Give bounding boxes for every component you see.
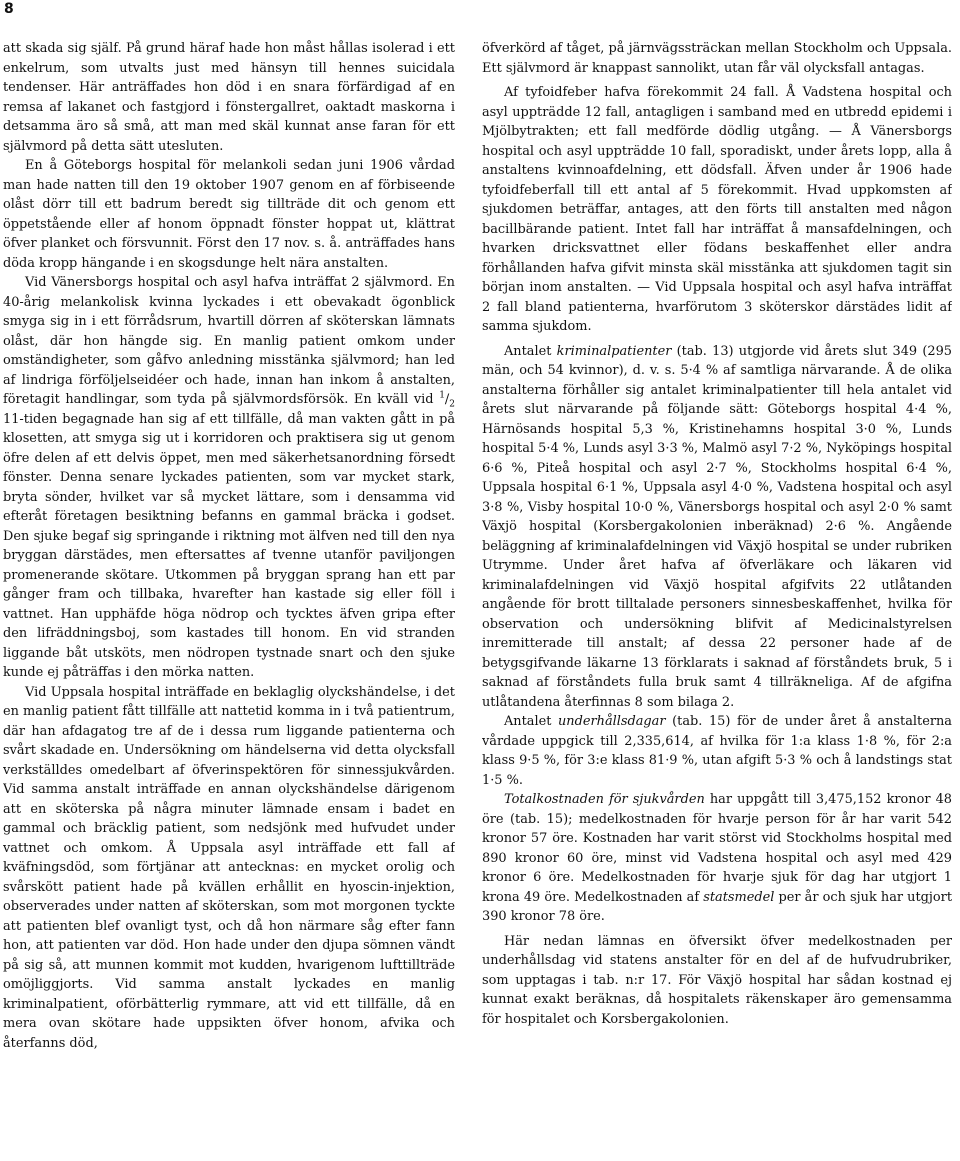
paragraph-right-5 — [482, 790, 952, 927]
term-statsmedel: statsmedel — [703, 889, 775, 905]
paragraph-right-3-body: (tab. 13) utgjorde vid årets slut 349 (295 män, och 54 kvinnor), d. v. s. 5·4 % af samtliga närvarande. Å de olika anstalterna förhåller sig antalet kriminalpatienter till hela antalet vid årets slut närvarande på följande sätt: Göteborgs hospital 4·4 %, Härnösands hospital 5,3 %, Kristinehamns hospital 3·0 %, Lunds hospital 5·4 %, Lunds asyl 3·3 %, Malmö asyl 7·2 %, Nyköpings hospital 6·6 %, Piteå hospital och asyl 2·7 %, Stockholms hospital 6·4 %, Uppsala hospital 6·1 %, Uppsala asyl 4·0 %, Vadstena hospital och asyl 3·8 %, Visby hospital 10·0 %, Vänersborgs hospital och asyl 2·0 % samt Växjö hospital (Korsbergakolonien inberäknad) 2·6 %. Angående beläggning af kriminalafdelningen vid Växjö hospital se under rubriken Utrymme. Under året hafva af öfverläkare och läkaren vid kriminalafdelningen vid Växjö hospital afgifvits 22 utlåtanden angående för brott tilltalade personers sinnesbeskaffenhet, hvilka för observation och undersökning blifvit af Medicinalstyrelsen inremitterade till anstalt; af dessa 22 personer hade af de betygsgifvande läkarne 13 förklarats i saknad af förståndets bruk, 5 i saknad af förståndets fulla bruk samt 4 tillräkneliga. Af de afgifna utlåtandena återfinnas 8 som bilaga 2. — [482, 343, 952, 710]
paragraph-right-3-intro: Antalet — [504, 343, 557, 359]
paragraph-right-3 — [482, 342, 952, 713]
paragraph-right-1: öfverkörd af tåget, på järnvägssträckan mellan Stockholm och Uppsala. Ett självmord är knappast sannolikt, utan får väl olycksfall antagas. — [482, 41, 952, 76]
fraction-numerator: 1 — [439, 390, 445, 401]
paragraph-left-3-part-a: Vid Vänersborgs hospital och asyl hafva inträffat 2 självmord. En 40-årig melankolisk kvinna lyckades i ett obevakadt ögonblick smyga sig in i ett förrådsrum, hvartill dörren af sköterskan lämnats olåst, där hon hängde sig. En manlig patient omkom under omständigheter, som gåfvo anledning misstänka självmord; han led af lindriga förföljelseidéer och hade, innan han inkom å anstalten, företagit handlingar, som tyda på självmordsförsök. En kväll vid — [3, 275, 455, 407]
paragraph-right-6: Här nedan lämnas en öfversikt öfver medelkostnaden per underhållsdag vid statens anstalter för en del af de hufvudrubriker, som upptagas i tab. n:r 17. För Växjö hospital har sådan kostnad ej kunnat exakt beräknas, då hospitalets räkenskaper äro gemensamma för hospitalet och Korsbergakolonien. — [482, 933, 952, 1027]
paragraph-right-4 — [482, 712, 952, 790]
term-kriminalpatienter: kriminalpatienter — [556, 343, 672, 359]
paragraph-left-3-part-b: 11-tiden begagnade han sig af ett tillfälle, då man vakten gått in på klosetten, att smyga sig ut i korridoren och praktisera sig ut genom öfre delen af ett delvis öppet, men med säkerhetsanordning försedt fönster. Denna senare lyckades patienten, som var mycket stark, bryta sönder, hvilket var så mycket lättare, som i densamma vid efteråt företagen besiktning befanns en gammal bräcka i godset. Den sjuke begaf sig springande i riktning mot älfven ned till den nya bryggan därstädes, men eftersattes af tvenne utanför paviljongen promenerande skötare. Utkommen på bryggan sprang han ett par gånger fram och tillbaka, hvarefter han kastade sig eller föll i vattnet. Han upphäfde höga nödrop och tycktes äfven gripa efter den lifräddningsboj, som kastades till honom. En vid stranden liggande båt utsköts, men nödropen tystnade snart och den sjuke kunde ej påträffas i den mörka natten. — [3, 411, 455, 680]
paragraph-left-3 — [3, 273, 455, 683]
paragraph-left-2: En å Göteborgs hospital för melankoli sedan juni 1906 vårdad man hade natten till den 19 oktober 1907 genom en af förbiseende olåst dörr till ett badrum beredt sig tillträde dit och genom ett öppetstående eller af honom öppnadt fönster hoppat ut, klättrat öfver planket och försvunnit. Först den 17 nov. s. å. anträffades hans döda kropp hängande i en skogsdunge helt nära anstalten. — [3, 158, 455, 271]
term-underhallsdagar: underhållsdagar — [558, 714, 666, 729]
paragraph-right-2: Af tyfoidfeber hafva förekommit 24 fall. Å Vadstena hospital och asyl uppträdde 12 fall, antagligen i samband med en utbredd epidemi i Mjölbytrakten; ett fall medförde dödlig utgång. — Å Vänersborgs hospital och asyl uppträdde 10 fall, sporadiskt, under årets lopp, alla å anstaltens kvinnoafdelning, ett dödsfall. Äfven under år 1906 hade tyfoidfeberfall till ett antal af 5 förekommit. Hvad uppkomsten af sjukdomen beträffar, antages, att den förts till anstalten med någon bacillbärande patient. Intet fall har inträffat å mansafdelningen, och hvarken dricksvattnet eller födans beskaffenhet eller andra förhållanden hafva gifvit minsta skäl misstänka att sjukdomen tagit sin början inom anstalten. — Vid Uppsala hospital och asyl hafva inträffat 2 fall bland patienterna, hvarförutom 3 sköterskor därstädes lidit af samma sjukdom. — [482, 85, 952, 334]
paragraph-right-5-body: har uppgått till 3,475,152 kronor 48 öre (tab. 15); medelkostnaden för hvarje person för år har varit 542 kronor 57 öre. Kostnaden har varit störst vid Stockholms hospital med 890 kronor 60 öre, minst vid Vadstena hospital och asyl med 429 kronor 6 öre. Medelkostnaden för hvarje sjuk för dag har utgjort 1 krona 49 öre. Medelkostnaden af — [482, 792, 952, 905]
left-column — [3, 39, 455, 1157]
paragraph-right-5-end: per år och sjuk har utgjort 390 kronor 78 öre. — [482, 889, 952, 924]
fraction-half: $^1/_2$ — [439, 390, 455, 410]
paragraph-left-4: Vid Uppsala hospital inträffade en beklaglig olyckshändelse, i det en manlig patient fått tillfälle att nattetid komma in i två patientrum, där han afdagatog tre af de i dessa rum liggande patienterna och svårt skadade en. Undersökning om händelserna vid detta olycksfall verkställdes omedelbart af öfverinspektören för sinnessjukvården. Vid samma anstalt inträffade en annan olyckshändelse därigenom att en sköterska på några minuter lämnade ensam i badet en gammal och bräcklig patient, som nedsjönk med hufvudet under vattnet och omkom. Å Uppsala asyl inträffade ett fall af kväfningsdöd, som förtjänar att antecknas: en mycket orolig och svårskött patient hade på kvällen erhållit en hyoscin-injektion, observerades under natten af sköterskan, som mot morgonen tyckte att patienten blef ovanligt tyst, och då hon närmare såg efter fann hon, att patienten var död. Hon hade under den djupa sömnen vändt på sig så, att munnen kommit mot kudden, hvarigenom lufttillträde omöjliggjorts. Vid samma anstalt lyckades en manlig kriminalpatient, oförbätterlig rymmare, att vid ett tillfälle, då en mera ovan skötare hade uppsikten öfver honom, afvika och återfanns död, — [3, 684, 455, 1051]
right-column — [482, 39, 952, 1157]
paragraph-right-4-intro: Antalet — [504, 714, 558, 729]
paragraph-right-4-body: (tab. 15) för de under året å anstalterna vårdade uppgick till 2,335,614, af hvilka för 1:a klass 1·8 %, för 2:a klass 9·5 %, för 3:e klass 81·9 %, utan afgift 5·3 % och å landstings stat 1·5 %. — [482, 714, 952, 788]
term-totalkostnaden: Totalkostnaden för sjukvården — [504, 792, 705, 807]
fraction-denominator: 2 — [449, 399, 455, 410]
paragraph-left-1: att skada sig själf. På grund häraf hade hon måst hållas isolerad i ett enkelrum, som utvalts just med hänsyn till hennes suicidala tendenser. Här anträffades hon död i en snara förfärdigad af en remsa af lakanet och fastgjord i fönstergallret, oaktadt maskorna i detsamma äro så små, att man med skäl kunnat anse faran för ett självmord på detta sätt utesluten. — [3, 41, 455, 154]
page-number: 8 — [4, 1, 14, 17]
